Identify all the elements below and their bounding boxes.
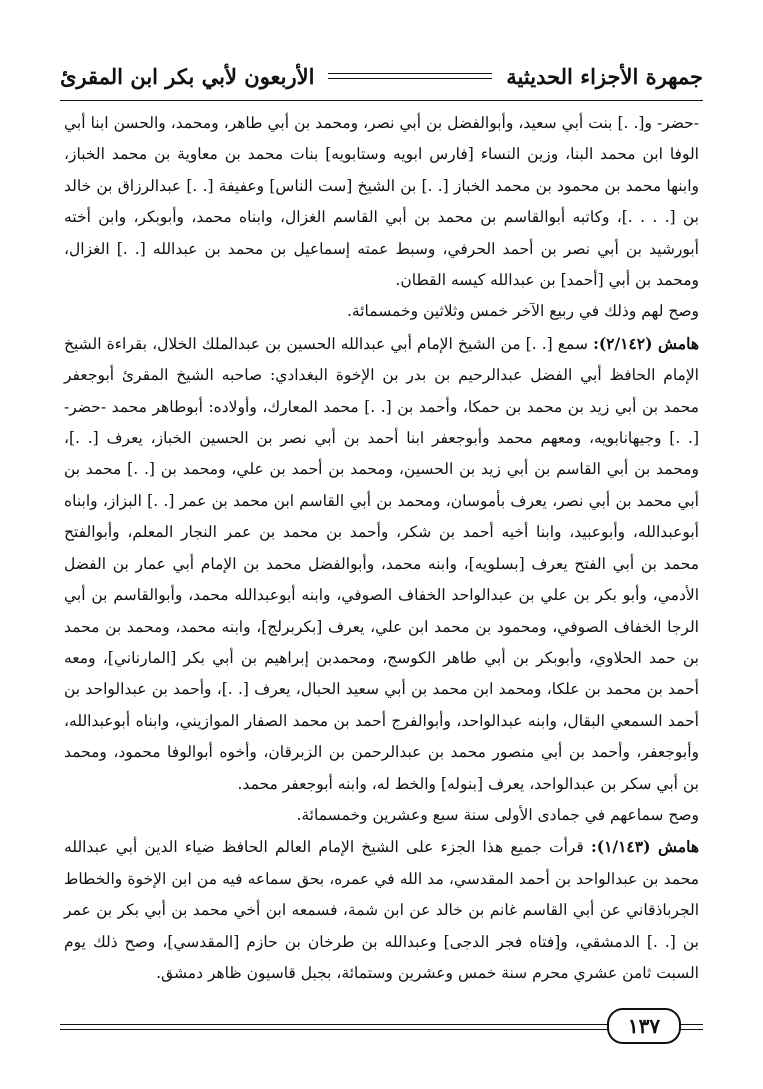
header-section-title: الأربعون لأبي بكر ابن المقرئ: [60, 63, 315, 89]
header-ornamental-rule: [328, 73, 492, 79]
margin-note: [64, 328, 699, 800]
paragraph-text: قرأت جميع هذا الجزء على الشيخ الإمام العالم الحافظ ضياء الدين أبي عبدالله محمد بن عبدالواحد بن أحمد المقدسي، مد الله في عمره، بحق سماعه فيه من ابن الإخوة والخطاط الجرباذقاني عن أبي القاسم غانم بن خالد عن ابن شمة، فسمعه ابن أخي محمد بن أبي بكر بن عمر بن [. .] الدمشقي، و[فتاه فجر الدجى] وعبدالله بن طرخان بن حازم [المقدسي]، وصح ذلك يوم السبت ثامن عشري محرم سنة خمس وعشرين وستمائة، بجبل قاسيون ظاهر دمشق.: [64, 838, 699, 982]
paragraph-text: وصح لهم وذلك في ربيع الآخر خمس وثلاثين وخمسمائة.: [347, 302, 699, 321]
running-header: [60, 58, 703, 94]
margin-note-label: هامش (٢/١٤٢):: [593, 333, 699, 353]
paragraph: [64, 296, 699, 327]
margin-note-label: هامش (١/١٤٣):: [591, 837, 699, 857]
page-number: ١٣٧: [607, 1008, 681, 1044]
paragraph-text: وصح سماعهم في جمادى الأولى سنة سبع وعشرين وخمسمائة.: [296, 805, 699, 824]
paragraph: [64, 108, 699, 296]
header-divider: [60, 100, 703, 101]
margin-note: [64, 831, 699, 989]
page-body: [64, 108, 699, 989]
paragraph-text: سمع [. .] من الشيخ الإمام أبي عبدالله الحسين بن عبدالملك الخلال، بقراءة الشيخ الإمام الحافظ أبي الفضل عبدالرحيم بن بدر بن الإخوة البغدادي: صاحبه الشيخ المقرئ أبوجعفر محمد بن أبي زيد بن محمد بن حمكا، وأحمد بن [. .] محمد المعارك، وأولاده: أبوطاهر محمد -حضر- [. .] وجيهانابويه، ومعهم محمد وأبوجعفر ابنا أحمد بن أبي نصر بن الحسين الخباز، يعرف [. .]، ومحمد بن أبي القاسم بن أبي زيد بن الحسين، ومحمد بن أحمد بن علي، ومحمد بن [. .] محمد بن أبي محمد بن أبي نصر، يعرف بأموسان، ومحمد بن أبي القاسم ابن محمد بن عمر [. .] البزاز، وابناه أبوعبدالله، وأبوعبيد، وابنا أخيه أحمد بن شكر، وأحمد بن محمد بن عمر النجار المعلم، وأبوالفتح محمد بن أبي الفتح يعرف [بسلويه]، وابنه محمد، وأبوالفضل محمد بن الإمام أبي عمار بن الفضل الأدمي، وأبو بكر بن علي بن عبدالواحد الخفاف الصوفي، وابنه أبوعبدالله محمد، وأبوالقاسم بن أبي الرجا الخفاف الصوفي، ومحمود بن محمد ابن علي، يعرف [بكربرلج]، وابنه محمد، ومحمد بن محمد بن حمد الحلاوي، وأبوبكر بن أبي طاهر الكوسج، ومحمدبن إبراهيم بن أبي بكر [المارناني]، ومعه أحمد بن محمد بن علكا، ومحمد ابن محمد بن أبي سعيد الحبال، يعرف [. .]، وأحمد بن عبدالواحد بن أحمد السمعي البقال، وابنه عبدالواحد، وأبوالفرج أحمد بن محمد الصفار الموازيني، وابناه أبوعبدالله، وأبوجعفر، وأحمد بن أبي منصور محمد بن عبدالرحمن بن الزبرقان، وأخوه أبوالوفا محمود، ومحمد بن أبي سكر بن عبدالواحد، يعرف [بنوله] والخط له، وابنه أبوجعفر محمد.: [64, 334, 699, 793]
paragraph: [64, 800, 699, 831]
header-book-title: جمهرة الأجزاء الحديثية: [506, 63, 703, 89]
page-footer: [60, 1008, 703, 1042]
paragraph-text: -حضر- و[. .] بنت أبي سعيد، وأبوالفضل بن أبي نصر، ومحمد بن أبي طاهر، ومحمد، والحسن ابنا أبي الوفا ابن محمد البنا، وزين النساء [فارس ابويه وستابويه] بنات محمد بن معاوية بن محمد الخباز، وابنها محمد بن محمود بن محمد الخباز [. .] بن الشيخ [ست الناس] وعفيفة [. .] عبدالرزاق بن خالد بن [. . . .]، وكاتبه أبوالقاسم بن محمد بن أبي القاسم الغزال، وابناه محمد، وأبوبكر، وابن أخته أبورشيد بن أبي نصر بن أحمد الحرفي، وسبط عمته إسماعيل بن محمد بن عبدالله [. .] الغزال، ومحمد بن أبي [أحمد] بن عبدالله كيسه القطان.: [64, 114, 699, 290]
